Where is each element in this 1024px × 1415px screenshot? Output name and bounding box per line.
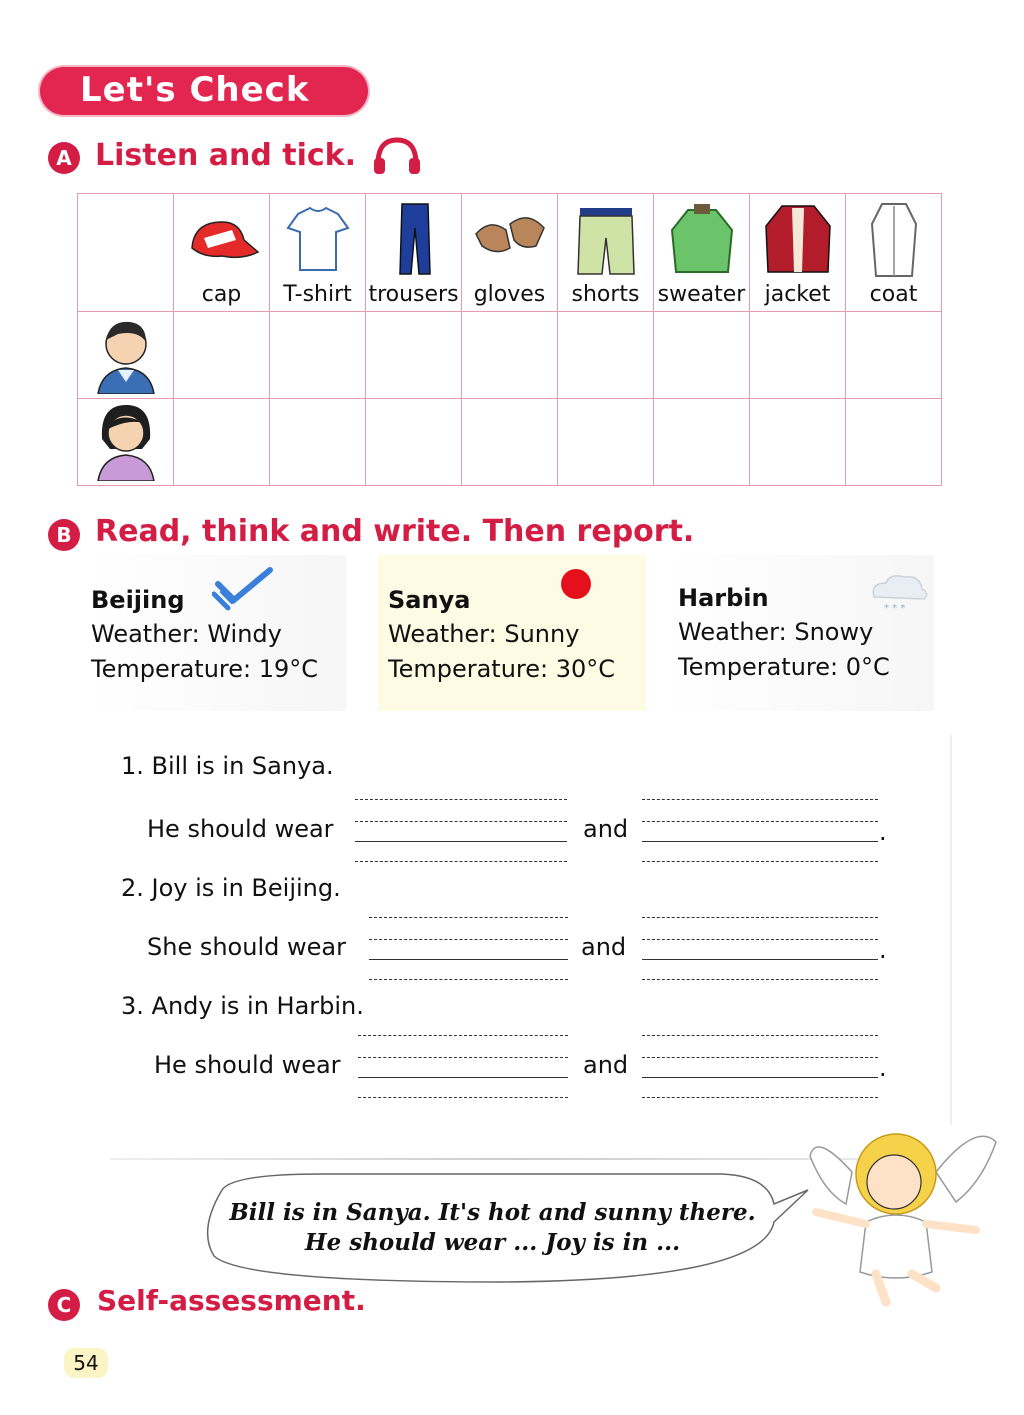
tick-cell[interactable] [654,312,750,399]
item-label: gloves [473,282,546,307]
item-label: jacket [764,282,831,307]
temperature-line: Temperature: 19°C [91,655,319,683]
column-coat [846,194,942,312]
item-label: sweater [657,282,746,307]
tick-cell[interactable] [462,399,558,486]
column-shorts [558,194,654,312]
answer-line[interactable] [369,917,568,981]
weather-line: Weather: Sunny [388,620,580,648]
column-trousers [366,194,462,312]
shorts-icon [566,200,646,278]
column-gloves [462,194,558,312]
city-name: Harbin [678,584,769,612]
item-label: T-shirt [283,282,352,307]
bubble-line-2: He should wear ... Joy is in ... [304,1229,681,1256]
bubble-line-1: Bill is in Sanya. It's hot and sunny there. [229,1199,756,1226]
period: . [879,1054,887,1082]
angel-illustration [806,1112,1002,1310]
tick-cell[interactable] [270,399,366,486]
section-a-badge: A [48,142,80,174]
cap-icon [182,200,262,278]
weather-line: Weather: Windy [91,620,282,648]
item-label: coat [869,282,918,307]
question-statement: 1. Bill is in Sanya. [121,752,334,780]
column-sweater [654,194,750,312]
weather-line: Weather: Snowy [678,618,874,646]
section-b-heading: Read, think and write. Then report. [95,514,695,549]
item-label: trousers [368,282,459,307]
and-word: and [581,933,627,961]
temperature-line: Temperature: 30°C [388,655,616,683]
tick-cell[interactable] [846,399,942,486]
question-statement: 2. Joy is in Beijing. [121,874,341,902]
answer-line[interactable] [355,799,567,863]
tick-cell[interactable] [366,399,462,486]
tick-cell[interactable] [750,399,846,486]
boy-avatar-icon [78,312,173,394]
gloves-icon [470,200,550,278]
temperature-line: Temperature: 0°C [678,653,890,681]
tick-cell[interactable] [174,312,270,399]
boy-row-header [78,312,174,399]
trousers-icon [374,200,454,278]
table-corner [78,194,174,312]
section-a-heading: Listen and tick. [95,138,357,173]
city-name: Sanya [388,586,471,614]
tick-cell[interactable] [558,312,654,399]
answer-line[interactable] [642,1035,878,1099]
tick-cell[interactable] [846,312,942,399]
city-name: Beijing [91,586,185,614]
page-number: 54 [64,1348,108,1378]
question-prompt: She should wear [147,933,346,961]
tick-cell[interactable] [654,399,750,486]
answer-line[interactable] [642,917,878,981]
tick-cell[interactable] [558,399,654,486]
girl-row-header [78,399,174,486]
svg-text:* * *: * * * [884,603,906,614]
section-c-heading: Self-assessment. [97,1284,366,1317]
sweater-icon [662,200,742,278]
tshirt-icon [278,200,358,278]
answer-line[interactable] [642,799,878,863]
question-prompt: He should wear [147,815,334,843]
headphones-icon [372,136,422,176]
answer-line[interactable] [358,1035,568,1099]
item-label: shorts [571,282,640,307]
tick-cell[interactable] [270,312,366,399]
tick-cell[interactable] [462,312,558,399]
jacket-icon [758,200,838,278]
and-word: and [583,1051,629,1079]
column-jacket [750,194,846,312]
and-word: and [583,815,629,843]
column-cap [174,194,270,312]
coat-icon [854,200,934,278]
wind-icon [212,566,276,614]
tick-table [77,193,942,486]
period: . [879,936,887,964]
column-tshirt [270,194,366,312]
tick-cell[interactable] [174,399,270,486]
item-label: cap [201,282,242,307]
snow-cloud-icon [866,571,930,615]
question-prompt: He should wear [154,1051,341,1079]
girl-avatar-icon [78,399,173,481]
tick-cell[interactable] [750,312,846,399]
period: . [879,818,887,846]
section-b-badge: B [48,519,80,551]
question-statement: 3. Andy is in Harbin. [121,992,364,1020]
section-c-badge: C [48,1289,80,1321]
sun-icon [559,567,593,601]
divider-vertical [950,735,952,1125]
page-title: Let's Check [80,70,310,110]
tick-cell[interactable] [366,312,462,399]
